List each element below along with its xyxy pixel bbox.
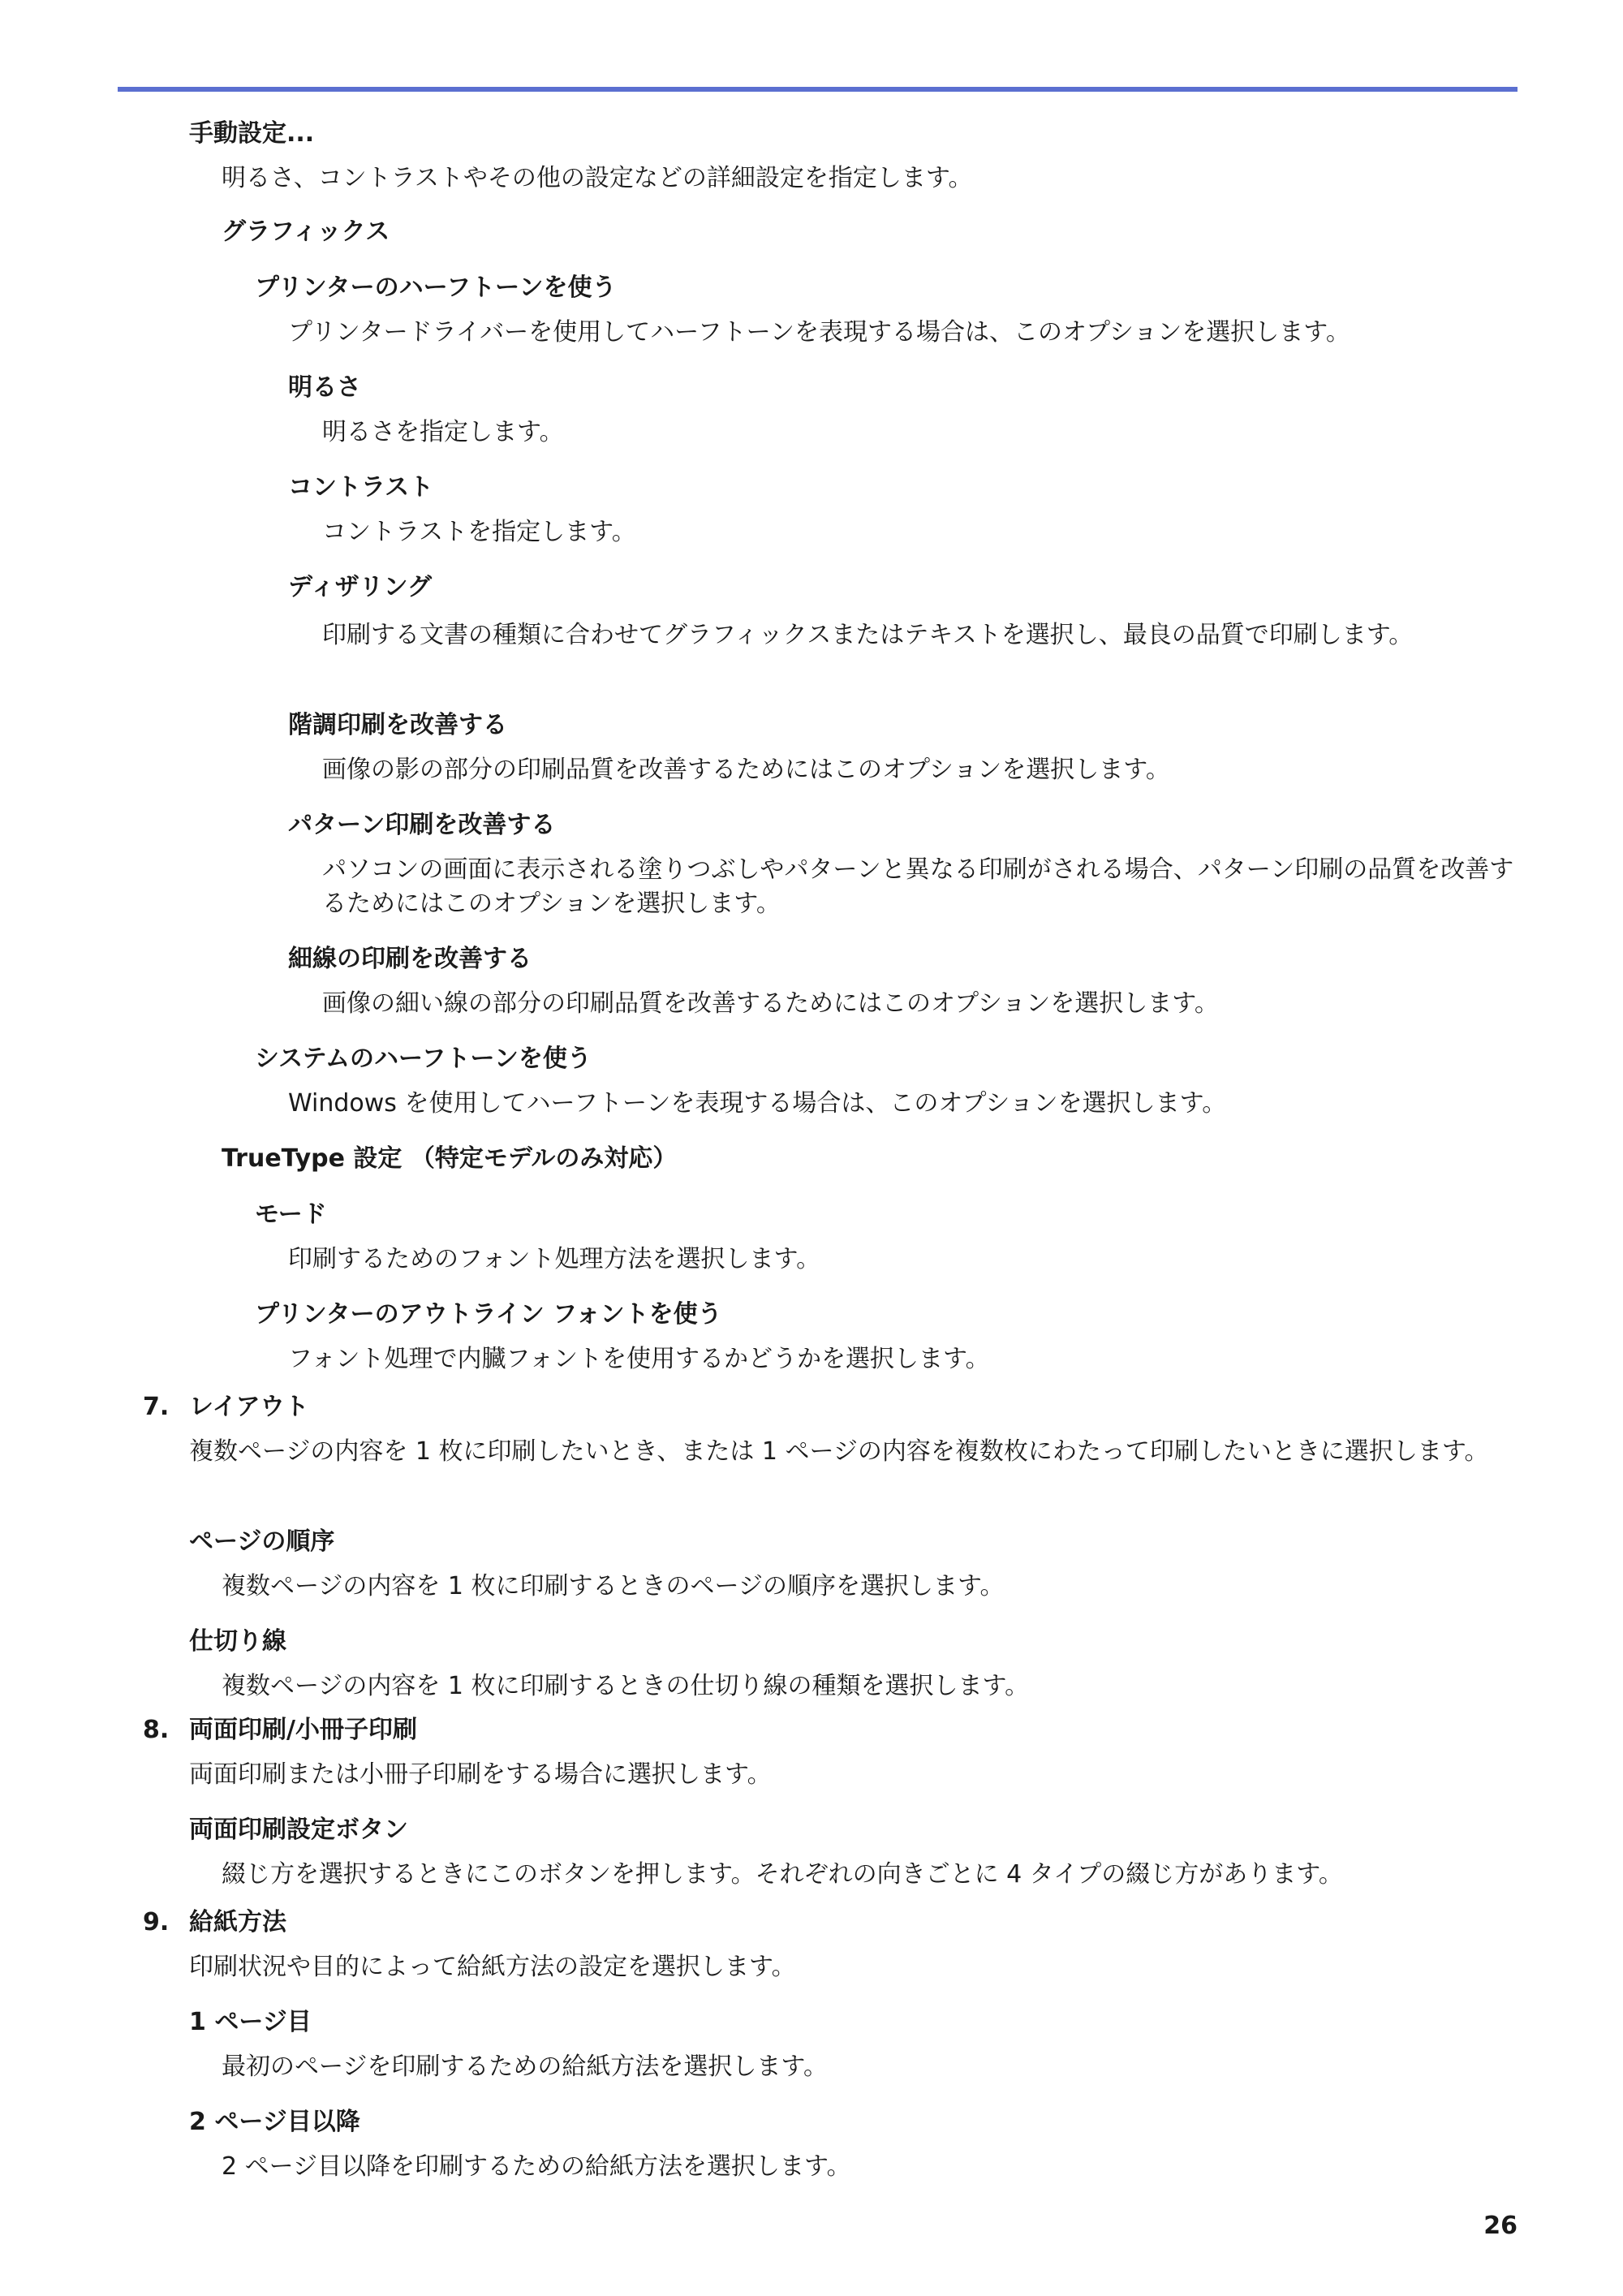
pattern-improve-heading: パターン印刷を改善する xyxy=(288,811,556,839)
duplex-heading: 両面印刷/小冊子印刷 xyxy=(189,1716,417,1744)
duplex-number: 8. xyxy=(143,1716,170,1744)
contrast-desc: コントラストを指定します。 xyxy=(322,518,636,546)
pattern-improve-desc: パソコンの画面に表示される塗りつぶしやパターンと異なる印刷がされる場合、パターン印刷の品質を改善するためにはこのオプションを選択します。 xyxy=(322,855,1514,918)
manual-settings-heading: 手動設定... xyxy=(189,119,315,148)
page-number: 26 xyxy=(1483,2212,1518,2240)
manual-settings-desc: 明るさ、コントラストやその他の設定などの詳細設定を指定します。 xyxy=(222,164,973,192)
paper-source-heading: 給紙方法 xyxy=(189,1908,286,1936)
dithering-heading: ディザリング xyxy=(288,573,432,601)
contrast-heading: コントラスト xyxy=(288,473,434,502)
header-rule xyxy=(118,87,1518,92)
paper-source-number: 9. xyxy=(143,1908,170,1936)
duplex-desc: 両面印刷または小冊子印刷をする場合に選択します。 xyxy=(189,1760,772,1789)
brightness-heading: 明るさ xyxy=(288,373,361,402)
outline-font-heading: プリンターのアウトライン フォントを使う xyxy=(255,1300,722,1329)
printer-halftone-desc: プリンタードライバーを使用してハーフトーンを表現する場合は、このオプションを選択します。 xyxy=(288,318,1350,347)
gray-improve-desc: 画像の影の部分の印刷品質を改善するためにはこのオプションを選択します。 xyxy=(322,756,1170,784)
duplex-settings-heading: 両面印刷設定ボタン xyxy=(189,1816,408,1844)
first-page-heading: 1 ページ目 xyxy=(189,2008,312,2036)
gray-improve-heading: 階調印刷を改善する xyxy=(288,711,507,739)
page-order-desc: 複数ページの内容を 1 枚に印刷するときのページの順序を選択します。 xyxy=(222,1572,1005,1600)
system-halftone-desc: Windows を使用してハーフトーンを表現する場合は、このオプションを選択します。 xyxy=(288,1089,1227,1118)
thin-line-desc: 画像の細い線の部分の印刷品質を改善するためにはこのオプションを選択します。 xyxy=(322,989,1219,1018)
layout-heading: レイアウト xyxy=(189,1393,309,1421)
graphics-heading: グラフィックス xyxy=(222,218,390,246)
mode-heading: モード xyxy=(255,1200,327,1229)
brightness-desc: 明るさを指定します。 xyxy=(322,418,564,446)
printer-halftone-heading: プリンターのハーフトーンを使う xyxy=(255,274,617,302)
border-line-heading: 仕切り線 xyxy=(189,1627,286,1656)
border-line-desc: 複数ページの内容を 1 枚に印刷するときの仕切り線の種類を選択します。 xyxy=(222,1672,1030,1700)
mode-desc: 印刷するためのフォント処理方法を選択します。 xyxy=(288,1245,821,1273)
truetype-heading: TrueType 設定 （特定モデルのみ対応） xyxy=(222,1144,678,1173)
dithering-desc: 印刷する文書の種類に合わせてグラフィックスまたはテキストを選択し、最良の品質で印刷します。 xyxy=(322,621,1414,649)
layout-desc: 複数ページの内容を 1 枚に印刷したいとき、または 1 ページの内容を複数枚にわたって印刷したいときに選択します。 xyxy=(189,1437,1489,1466)
paper-source-desc: 印刷状況や目的によって給紙方法の設定を選択します。 xyxy=(189,1953,796,1981)
system-halftone-heading: システムのハーフトーンを使う xyxy=(255,1045,592,1073)
first-page-desc: 最初のページを印刷するための給紙方法を選択します。 xyxy=(222,2053,828,2081)
duplex-settings-desc: 綴じ方を選択するときにこのボタンを押します。それぞれの向きごとに 4 タイプの綴じ方があります。 xyxy=(222,1860,1343,1889)
outline-font-desc: フォント処理で内臓フォントを使用するかどうかを選択します。 xyxy=(288,1345,990,1373)
page-order-heading: ページの順序 xyxy=(189,1527,335,1556)
thin-line-heading: 細線の印刷を改善する xyxy=(288,945,532,973)
other-pages-heading: 2 ページ目以降 xyxy=(189,2108,360,2136)
other-pages-desc: 2 ページ目以降を印刷するための給紙方法を選択します。 xyxy=(222,2152,851,2181)
layout-number: 7. xyxy=(143,1393,170,1421)
